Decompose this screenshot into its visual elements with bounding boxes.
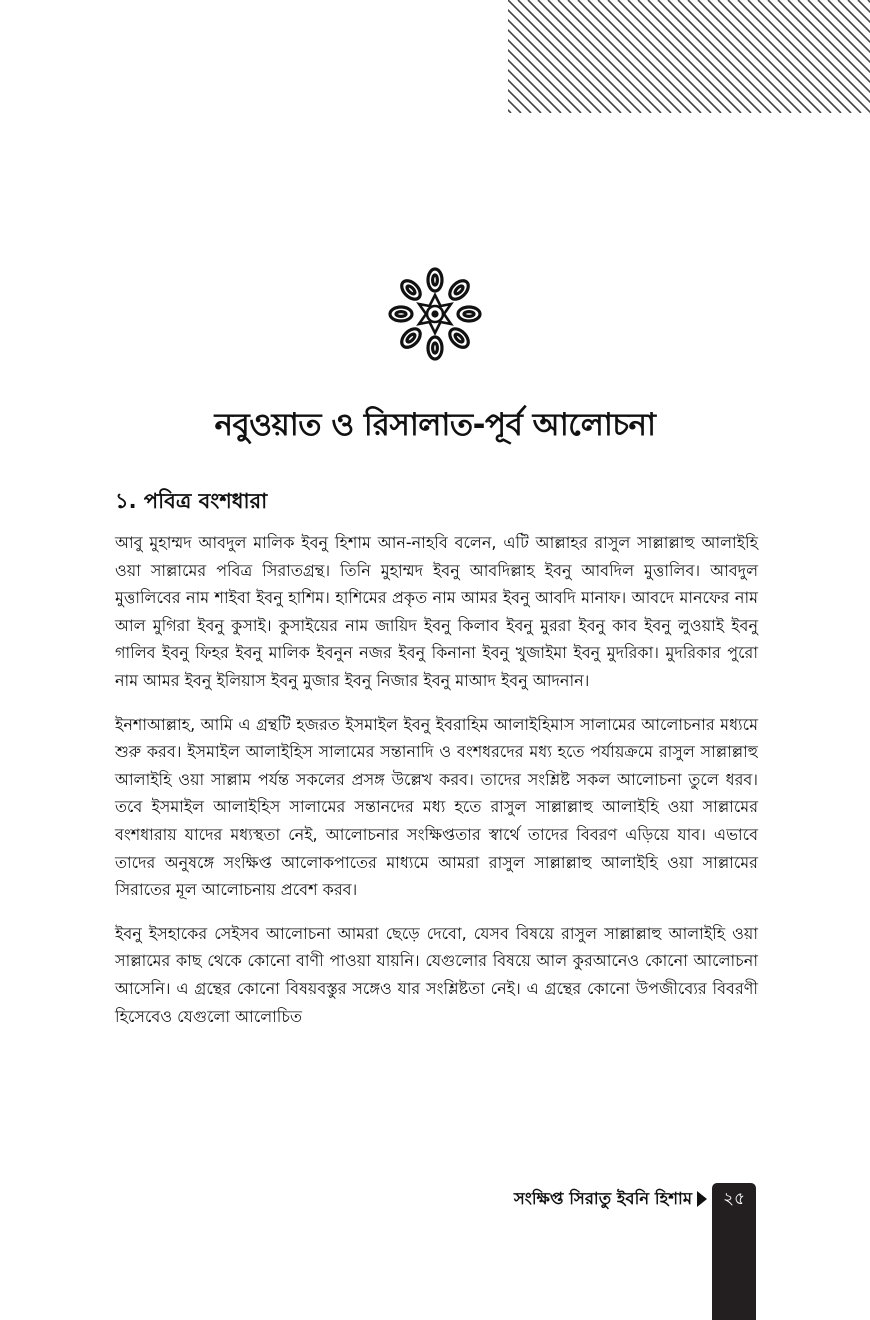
paragraph: ইনশাআল্লাহ, আমি এ গ্রন্থটি হজরত ইসমাইল ইবনু ইবরাহিম আলাইহিমাস সালামের আলোচনার মধ্যমে শুরু করব। ইসমাইল আলাইহিস সালামের সন্তানাদি ও বংশধরদের মধ্য হতে পর্যায়ক্রমে রাসুল সাল্লাল্লাহু আলাইহি ওয়া সাল্লাম পর্যন্ত সকলের প্রসঙ্গ উল্লেখ করব। তাদের সংশ্লিষ্ট সকল আলোচনা তুলে ধরব। তবে ইসমাইল আলাইহিস সালামের সন্তানদের মধ্য হতে রাসুল সাল্লাল্লাহু আলাইহি ওয়া সাল্লামের বংশধারায় যাদের মধ্যস্থতা নেই, আলোচনার সংক্ষিপ্ততার স্বার্থে তাদের বিবরণ এড়িয়ে যাব। এভাবে তাদের অনুষঙ্গে সংক্ষিপ্ত আলোকপাতের মাধ্যমে আমরা রাসুল সাল্লাল্লাহু আলাইহি ওয়া সাল্লামের সিরাতের মূল আলোচনায় প্রবেশ করব। bbox=[115, 714, 758, 900]
chapter-title: নবুওয়াত ও রিসালাত-পূর্ব আলোচনা bbox=[214, 407, 656, 443]
paragraph: আবু মুহাম্মদ আবদুল মালিক ইবনু হিশাম আন-নাহবি বলেন, এটি আল্লাহর রাসুল সাল্লাল্লাহু আলাইহি ওয়া সাল্লামের পবিত্র সিরাতগ্রন্থ। তিনি মুহাম্মদ ইবনু আবদিল্লাহ ইবনু আবদিল মুত্তালিব। আবদুল মুত্তালিবের নাম শাইবা ইবনু হাশিম। হাশিমের প্রকৃত নাম আমর ইবনু আবদি মানাফ। আবদে মানফের নাম আল মুগিরা ইবনু কুসাই। কুসাইয়ের নাম জায়িদ ইবনু কিলাব ইবনু মুররা ইবনু কাব ইবনু লুওয়াই ইবনু গালিব ইবনু ফিহর ইবনু মালিক ইবনুন নজর ইবনু কিনানা ইবনু খুজাইমা ইবনু মুদরিকা। মুদরিকার পুরো নাম আমর ইবনু ইলিয়াস ইবনু মুজার ইবনু নিজার ইবনু মাআদ ইবনু আদনান। bbox=[115, 533, 758, 690]
corner-hatch-decoration bbox=[508, 0, 870, 113]
page-number: ২৫ bbox=[722, 1189, 746, 1209]
paragraph: ইবনু ইসহাকের সেইসব আলোচনা আমরা ছেড়ে দেবো, যেসব বিষয়ে রাসুল সাল্লাল্লাহু আলাইহি ওয়া সাল্লামের কাছ থেকে কোনো বাণী পাওয়া যায়নি। যেগুলোর বিষয়ে আল কুরআনেও কোনো আলোচনা আসেনি। এ গ্রন্থের কোনো বিষয়বস্তুর সঙ্গেও যার সংশ্লিষ্টতা নেই। এ গ্রন্থের কোনো উপজীব্যের বিবরণী হিসেবেও যেগুলো আলোচিত bbox=[115, 923, 758, 1026]
body-text bbox=[115, 529, 758, 1046]
running-footer-book-title: সংক্ষিপ্ত সিরাতু ইবনি হিশাম bbox=[513, 1189, 692, 1208]
play-arrow-icon bbox=[697, 1191, 707, 1207]
floral-ornament-icon bbox=[385, 266, 485, 362]
section-heading: ১. পবিত্র বংশধারা bbox=[115, 489, 268, 513]
